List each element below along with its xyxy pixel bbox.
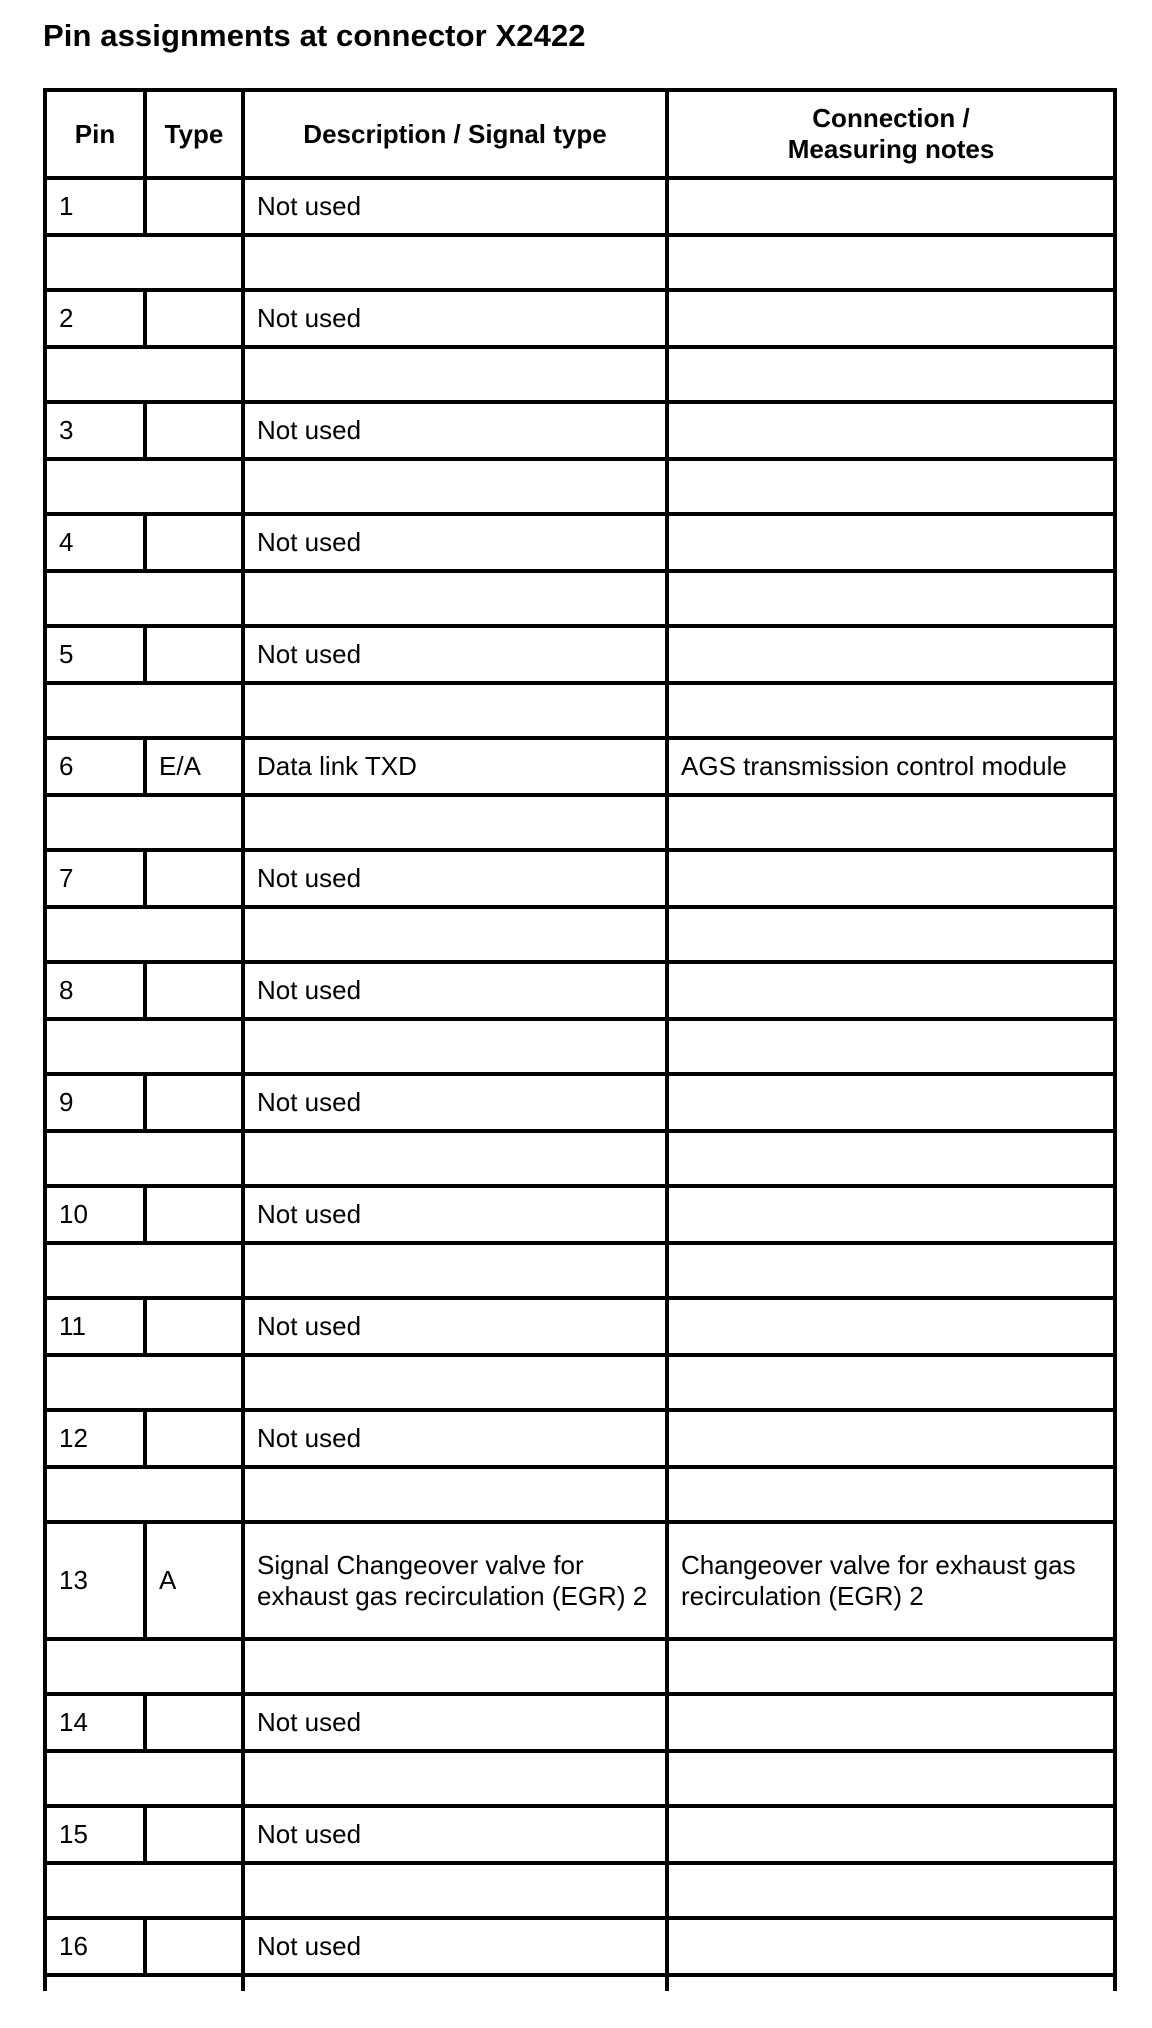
description-cell: Not used [243,1298,667,1355]
connection-cell [667,290,1115,347]
table-row [45,626,1115,683]
spacer-cell [667,1355,1115,1410]
spacer-row [45,1131,1115,1186]
spacer-cell [243,1639,667,1694]
table-row [45,738,1115,795]
spacer-row [45,235,1115,290]
connection-cell [667,1694,1115,1751]
connection-cell [667,850,1115,907]
type-cell [145,402,243,459]
spacer-cell [243,1243,667,1298]
header-pin: Pin [45,90,145,178]
connection-cell [667,1410,1115,1467]
connection-cell [667,962,1115,1019]
spacer-cell [243,795,667,850]
spacer-cell [667,683,1115,738]
table-row [45,1522,1115,1639]
spacer-row [45,795,1115,850]
spacer-cell [45,1639,243,1694]
header-connection-line2: Measuring notes [787,134,995,164]
spacer-cell [667,1243,1115,1298]
spacer-cell [667,347,1115,402]
table-row [45,1410,1115,1467]
connection-cell [667,178,1115,235]
header-description: Description / Signal type [243,90,667,178]
table-row [45,1074,1115,1131]
type-cell [145,290,243,347]
spacer-cell [667,1639,1115,1694]
pin-cell: 5 [45,626,145,683]
connection-cell: AGS transmission control module [667,738,1115,795]
type-cell [145,1918,243,1975]
description-cell: Not used [243,1410,667,1467]
spacer-row [45,1355,1115,1410]
type-cell [145,1074,243,1131]
description-cell: Not used [243,402,667,459]
pin-cell: 3 [45,402,145,459]
description-cell: Not used [243,290,667,347]
pin-cell: 6 [45,738,145,795]
spacer-cell [45,1751,243,1806]
spacer-row [45,1751,1115,1806]
spacer-row [45,1243,1115,1298]
pin-cell: 8 [45,962,145,1019]
spacer-cell [667,795,1115,850]
header-connection-line1: Connection / [812,103,970,133]
spacer-cell [243,907,667,962]
spacer-cell [667,1019,1115,1074]
type-cell [145,962,243,1019]
pin-cell: 1 [45,178,145,235]
table-header-row [45,90,1115,178]
page-title: Pin assignments at connector X2422 [43,18,586,53]
pin-cell: 13 [45,1522,145,1639]
connection-cell [667,1806,1115,1863]
spacer-row [45,1639,1115,1694]
spacer-cell [45,795,243,850]
type-cell [145,178,243,235]
table-row [45,1694,1115,1751]
pin-cell: 7 [45,850,145,907]
description-cell: Not used [243,1186,667,1243]
pin-cell: 9 [45,1074,145,1131]
spacer-cell [45,235,243,290]
spacer-cell [45,1355,243,1410]
spacer-cell [243,235,667,290]
table-row [45,1806,1115,1863]
spacer-row [45,1019,1115,1074]
pin-cell: 16 [45,1918,145,1975]
description-cell: Not used [243,1694,667,1751]
spacer-cell [243,1751,667,1806]
spacer-row [45,459,1115,514]
spacer-cell [667,1131,1115,1186]
spacer-row [45,907,1115,962]
spacer-cell [45,459,243,514]
spacer-cell [243,571,667,626]
pin-assignment-table [43,88,1117,1991]
description-cell: Not used [243,1918,667,1975]
spacer-cell [667,1975,1115,1991]
table-row [45,1298,1115,1355]
spacer-row [45,1863,1115,1918]
spacer-cell [667,459,1115,514]
type-cell [145,514,243,571]
spacer-cell [243,1355,667,1410]
spacer-row [45,571,1115,626]
spacer-cell [667,1751,1115,1806]
header-connection [667,90,1115,178]
spacer-cell [243,1863,667,1918]
spacer-row [45,683,1115,738]
table-row [45,1186,1115,1243]
type-cell [145,1694,243,1751]
pin-cell: 10 [45,1186,145,1243]
header-type: Type [145,90,243,178]
spacer-row [45,1467,1115,1522]
spacer-cell [45,347,243,402]
connection-cell [667,402,1115,459]
description-cell: Not used [243,1806,667,1863]
spacer-cell [667,571,1115,626]
spacer-cell [667,1863,1115,1918]
type-cell: E/A [145,738,243,795]
connection-cell [667,626,1115,683]
type-cell [145,1298,243,1355]
description-cell: Signal Changeover valve for exhaust gas recirculation (EGR) 2 [243,1522,667,1639]
spacer-cell [243,1131,667,1186]
pin-cell: 4 [45,514,145,571]
type-cell: A [145,1522,243,1639]
spacer-row [45,1975,1115,1991]
spacer-cell [45,571,243,626]
description-cell: Not used [243,962,667,1019]
pin-cell: 2 [45,290,145,347]
type-cell [145,1806,243,1863]
description-cell: Not used [243,514,667,571]
description-cell: Not used [243,178,667,235]
spacer-cell [667,1467,1115,1522]
spacer-cell [667,235,1115,290]
spacer-cell [45,1131,243,1186]
connection-cell [667,1186,1115,1243]
description-cell: Not used [243,626,667,683]
spacer-cell [45,683,243,738]
table-row [45,402,1115,459]
type-cell [145,626,243,683]
spacer-cell [45,1863,243,1918]
connection-cell: Changeover valve for exhaust gas recirculation (EGR) 2 [667,1522,1115,1639]
spacer-cell [45,1019,243,1074]
pin-cell: 14 [45,1694,145,1751]
spacer-row [45,347,1115,402]
table-row [45,514,1115,571]
table-row [45,850,1115,907]
type-cell [145,1186,243,1243]
table-row [45,178,1115,235]
connection-cell [667,1918,1115,1975]
table-row [45,962,1115,1019]
spacer-cell [45,1467,243,1522]
description-cell: Data link TXD [243,738,667,795]
type-cell [145,850,243,907]
spacer-cell [243,1975,667,1991]
table-row [45,290,1115,347]
spacer-cell [667,907,1115,962]
table-row [45,1918,1115,1975]
spacer-cell [243,459,667,514]
spacer-cell [243,1019,667,1074]
spacer-cell [243,683,667,738]
pin-cell: 11 [45,1298,145,1355]
connection-cell [667,514,1115,571]
description-cell: Not used [243,1074,667,1131]
spacer-cell [243,347,667,402]
type-cell [145,1410,243,1467]
description-cell: Not used [243,850,667,907]
spacer-cell [45,1243,243,1298]
connection-cell [667,1074,1115,1131]
spacer-cell [243,1467,667,1522]
pin-cell: 12 [45,1410,145,1467]
spacer-cell [45,1975,243,1991]
connection-cell [667,1298,1115,1355]
pin-cell: 15 [45,1806,145,1863]
spacer-cell [45,907,243,962]
